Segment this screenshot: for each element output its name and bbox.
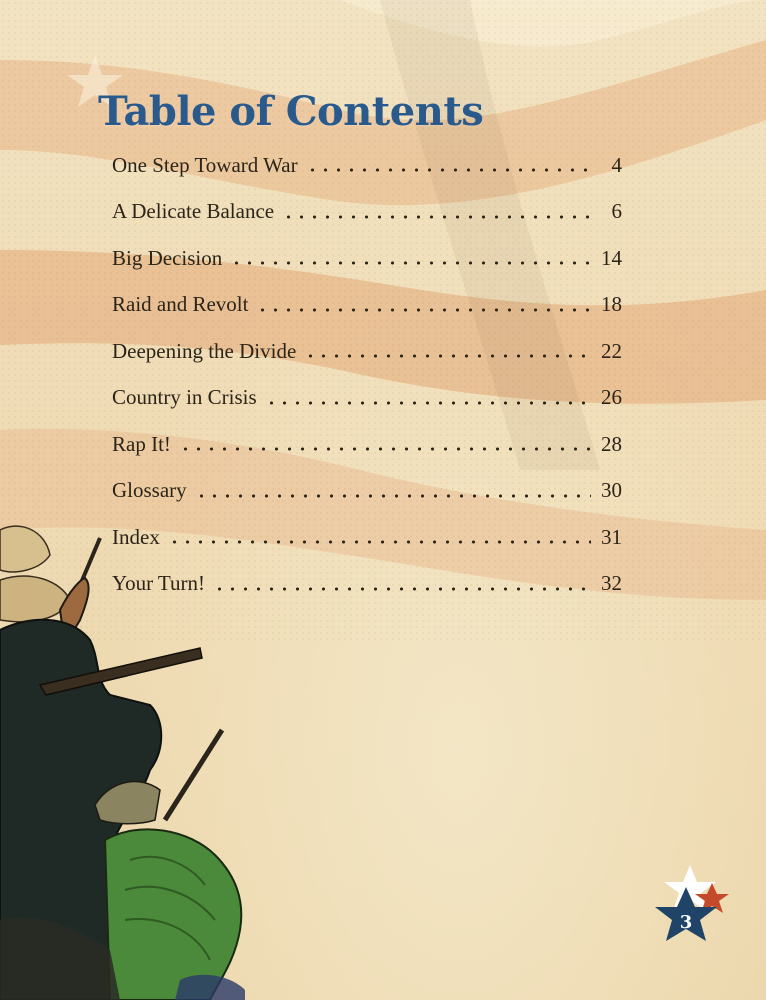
toc-entry-title: A Delicate Balance: [112, 199, 275, 224]
toc-entry-page: 6: [611, 199, 622, 224]
page-title: Table of Contents: [98, 88, 484, 135]
dot-leader: [213, 587, 591, 591]
toc-entry-title: Country in Crisis: [112, 385, 257, 410]
toc-entry[interactable]: [112, 468, 622, 515]
toc-entry[interactable]: [112, 421, 622, 468]
toc-entry-title: Deepening the Divide: [112, 338, 297, 363]
toc-entry-title: Raid and Revolt: [112, 292, 249, 317]
dot-leader: [265, 401, 591, 405]
toc-entry-page: 4: [611, 152, 622, 177]
toc-entry-title: Index: [112, 524, 160, 549]
toc-entry[interactable]: [112, 189, 622, 236]
toc-entry-title: Rap It!: [112, 431, 171, 456]
page-number-star-icon: [650, 865, 730, 955]
toc-entry-page: 32: [601, 571, 622, 596]
toc-entry-page: 18: [601, 292, 622, 317]
toc-entry-title: Your Turn!: [112, 571, 206, 596]
dot-leader: [179, 447, 591, 451]
toc-entry-title: One Step Toward War: [112, 152, 298, 177]
dot-leader: [230, 261, 591, 265]
dot-leader: [256, 308, 591, 312]
dot-leader: [304, 354, 591, 358]
toc-entry-title: Glossary: [112, 478, 187, 503]
dot-leader: [306, 168, 594, 172]
page-number: 3: [679, 912, 693, 933]
dot-leader: [195, 494, 591, 498]
toc-entry-page: 14: [601, 245, 622, 270]
soldiers-illustration: [0, 520, 260, 1000]
toc-entry[interactable]: [112, 142, 622, 189]
toc-entry[interactable]: [112, 328, 622, 375]
toc-entry[interactable]: [112, 282, 622, 329]
toc-entry-page: 31: [601, 524, 622, 549]
dot-leader: [282, 215, 594, 219]
toc-entry-page: 22: [601, 338, 622, 363]
toc-entry-page: 26: [601, 385, 622, 410]
toc-entry[interactable]: [112, 375, 622, 422]
toc-entry-page: 30: [601, 478, 622, 503]
toc-entry[interactable]: [112, 235, 622, 282]
toc-entry-title: Big Decision: [112, 245, 223, 270]
toc-entry-page: 28: [601, 431, 622, 456]
